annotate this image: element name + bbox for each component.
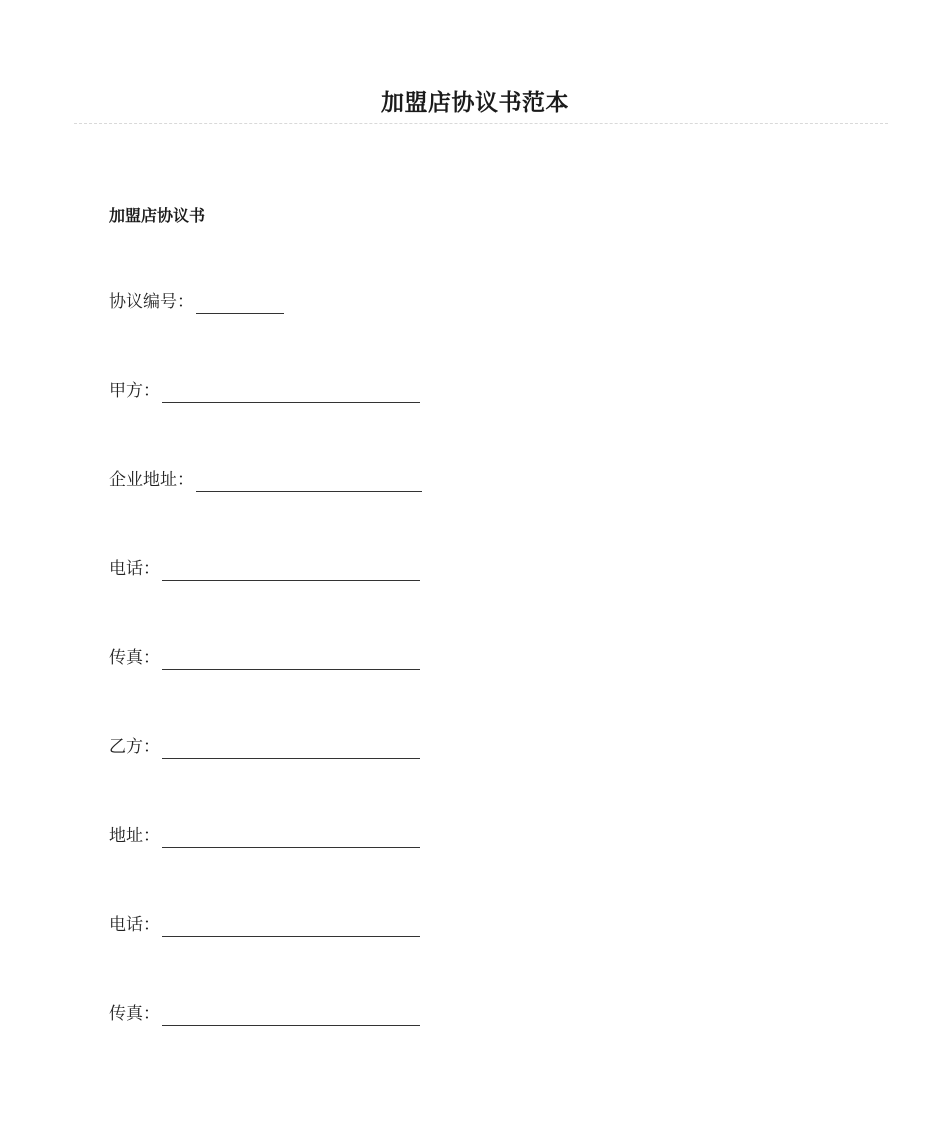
document-title: 加盟店协议书范本	[381, 90, 569, 116]
blank-line[interactable]	[162, 382, 420, 403]
field-party-b-fax	[109, 1002, 420, 1026]
field-company-address	[109, 468, 422, 492]
blank-line[interactable]	[162, 560, 420, 581]
field-agreement-number	[109, 290, 284, 314]
field-label: 地址：	[109, 826, 160, 846]
blank-line[interactable]	[162, 649, 420, 670]
field-label: 传真：	[109, 648, 160, 668]
field-label: 甲方：	[109, 381, 160, 401]
field-party-b-address	[109, 824, 420, 848]
field-party-a-phone	[109, 557, 420, 581]
blank-line[interactable]	[162, 1005, 420, 1026]
field-label: 传真：	[109, 1004, 160, 1024]
field-party-b	[109, 735, 420, 759]
title-divider	[74, 123, 888, 124]
blank-line[interactable]	[162, 827, 420, 848]
blank-line[interactable]	[162, 916, 420, 937]
field-label: 协议编号：	[109, 292, 194, 312]
document-subtitle: 加盟店协议书	[109, 206, 206, 225]
field-label: 企业地址：	[109, 470, 194, 490]
blank-line[interactable]	[162, 738, 420, 759]
field-party-a-fax	[109, 646, 420, 670]
field-label: 电话：	[109, 559, 160, 579]
field-label: 乙方：	[109, 737, 160, 757]
field-party-b-phone	[109, 913, 420, 937]
blank-line[interactable]	[196, 471, 422, 492]
field-label: 电话：	[109, 915, 160, 935]
field-party-a	[109, 379, 420, 403]
blank-line[interactable]	[196, 293, 284, 314]
